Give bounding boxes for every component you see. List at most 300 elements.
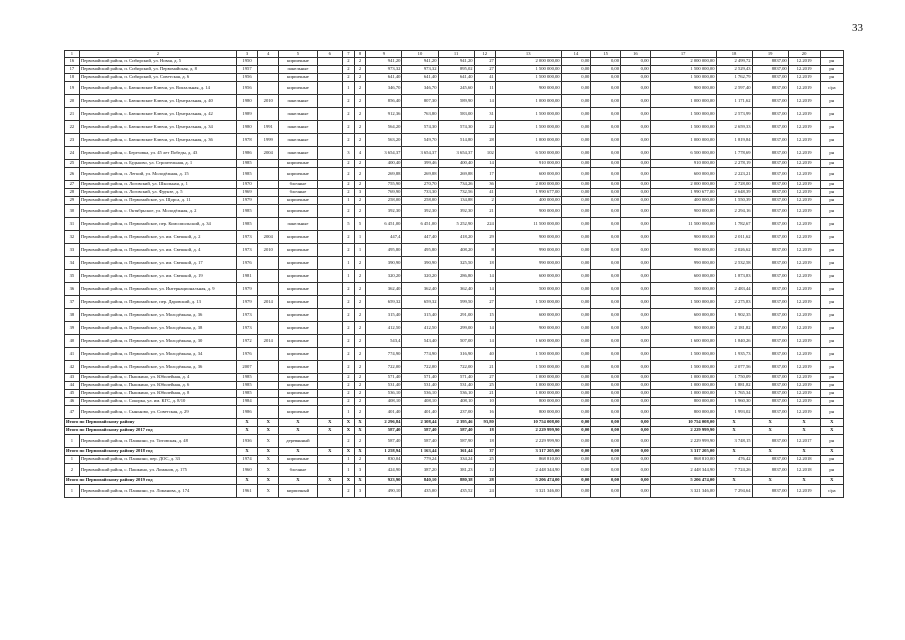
table-cell: 941,20 (402, 58, 438, 66)
table-cell: 2 532,58 (716, 257, 752, 270)
table-cell: 1956 (236, 74, 257, 82)
table-cell: 1976 (236, 348, 257, 361)
total-cell: X (752, 477, 788, 485)
table-cell: 0,00 (591, 58, 621, 66)
total-cell: X (716, 427, 752, 435)
table-cell: кирпичные (279, 58, 317, 66)
table-cell: рн (820, 181, 844, 189)
table-cell: 29 (65, 197, 80, 205)
total-cell: X (788, 448, 820, 456)
table-cell: 2004 (258, 231, 279, 244)
total-cell: 18 (474, 427, 495, 435)
total-cell: X (258, 427, 279, 435)
table-cell: 500 000,00 (650, 283, 716, 296)
table-row (65, 390, 844, 398)
table-cell: 1973 (236, 322, 257, 335)
table-cell: 2 026,62 (716, 244, 752, 257)
table-cell: 941,20 (366, 58, 402, 66)
table-cell: 435,52 (438, 485, 474, 498)
table-cell: 28 (474, 134, 495, 147)
table-cell: 0,00 (561, 390, 591, 398)
table-cell: 910 000,00 (495, 160, 561, 168)
total-cell: 0,00 (591, 448, 621, 456)
header-cell: 10 (402, 51, 438, 58)
total-cell: 880,38 (438, 477, 474, 485)
table-cell: 868 810,00 (495, 456, 561, 464)
table-cell: 0,00 (621, 322, 651, 335)
table-cell: 2 (343, 361, 355, 374)
table-cell: 2 (354, 74, 366, 82)
table-cell: 2 229 999,90 (650, 435, 716, 448)
table-cell: 2 (343, 134, 355, 147)
table-cell: 0,00 (621, 296, 651, 309)
total-cell: 0,00 (621, 427, 651, 435)
total-cell: 0,00 (561, 477, 591, 485)
table-cell: 47 (65, 406, 80, 419)
table-cell: 1 500 000,00 (650, 74, 716, 82)
table-cell: рн (820, 398, 844, 406)
total-cell: X (258, 448, 279, 456)
table-cell: 27 (474, 66, 495, 74)
table-cell: 12.2019 (788, 181, 820, 189)
table-cell: 390,90 (402, 257, 438, 270)
table-cell: 11 500 000,00 (650, 218, 716, 231)
table-cell: 0,00 (621, 257, 651, 270)
header-cell: 12 (474, 51, 495, 58)
table-cell: 2 (343, 189, 355, 197)
table-cell: 8837,00 (752, 189, 788, 197)
table-cell: 0,00 (591, 456, 621, 464)
table-cell: 0,00 (621, 82, 651, 95)
table-cell: 0,00 (561, 270, 591, 283)
table-cell: 1999 (258, 134, 279, 147)
table-cell: 0,00 (621, 74, 651, 82)
table-cell: 8837,00 (752, 121, 788, 134)
table-cell: 0,00 (621, 95, 651, 108)
table-cell: 0,00 (621, 335, 651, 348)
table-cell: 0,00 (591, 168, 621, 181)
table-cell: 408,10 (402, 398, 438, 406)
table-cell: 0,00 (591, 390, 621, 398)
table-cell: 8837,00 (752, 456, 788, 464)
table-cell: рн (820, 168, 844, 181)
table-cell: 0,00 (621, 205, 651, 218)
table-cell: 17 (474, 168, 495, 181)
total-cell: 3 317 205,00 (650, 448, 716, 456)
table-cell (317, 231, 342, 244)
table-cell (258, 82, 279, 95)
table-cell: 362,40 (402, 283, 438, 296)
table-cell: 2 000 000,00 (495, 181, 561, 189)
table-cell: 574,30 (438, 121, 474, 134)
table-cell: 0,00 (621, 121, 651, 134)
table-cell: 1985 (236, 205, 257, 218)
address-cell: Первомайский район, с. Баюновские Ключи, ул. Центральная, д. 34 (79, 121, 236, 134)
table-cell: рн (820, 322, 844, 335)
table-cell: панельные (279, 108, 317, 121)
table-cell: 8837,00 (752, 95, 788, 108)
table-cell: 12.2018 (788, 456, 820, 464)
table-cell: 0,00 (621, 168, 651, 181)
table-cell: 12.2019 (788, 218, 820, 231)
total-cell: X (788, 477, 820, 485)
table-cell: 1 000 000,00 (650, 382, 716, 390)
table-cell: 900 000,00 (650, 205, 716, 218)
table-cell: 20 (65, 95, 80, 108)
table-cell: 1 000 000,00 (650, 95, 716, 108)
header-cell: 7 (343, 51, 355, 58)
table-cell: 564,20 (366, 121, 402, 134)
table-cell: 2 (354, 283, 366, 296)
table-cell: 2007 (236, 361, 257, 374)
table-cell: 2 (354, 197, 366, 205)
address-cell: Первомайский район, с. Сокорка, ул. им. КГС, д. 8/10 (79, 398, 236, 406)
table-cell (317, 205, 342, 218)
table-cell: 549,70 (402, 134, 438, 147)
table-cell: 40 (474, 348, 495, 361)
table-row (65, 398, 844, 406)
address-cell: Первомайский район, с. Пышкино, ул. Юбилейная, д. 6 (79, 382, 236, 390)
total-cell: X (317, 419, 342, 427)
table-cell: 3 (343, 147, 355, 160)
table-cell: 5 (354, 218, 366, 231)
table-cell: кирпичные (279, 82, 317, 95)
table-cell (317, 218, 342, 231)
table-cell: 0,00 (591, 382, 621, 390)
table-cell: 755,90 (366, 181, 402, 189)
table-cell: 1961 (236, 485, 257, 498)
table-cell: 2 077,56 (716, 361, 752, 374)
total-cell: X (258, 477, 279, 485)
table-cell: 2 (354, 181, 366, 189)
table-cell: 8837,00 (752, 66, 788, 74)
table-cell: 45 (65, 390, 80, 398)
table-row (65, 95, 844, 108)
table-cell: 536,10 (402, 390, 438, 398)
total-cell: X (317, 477, 342, 485)
table-cell: 0,00 (561, 205, 591, 218)
table-cell: 1969 (236, 189, 257, 197)
table-cell: 269,88 (402, 168, 438, 181)
table-cell: рн (820, 121, 844, 134)
table-cell: 42 (65, 361, 80, 374)
table-cell: рн (820, 58, 844, 66)
table-cell: 8837,00 (752, 147, 788, 160)
table-cell: 36 (65, 283, 80, 296)
table-cell (317, 296, 342, 309)
table-cell: 0,00 (621, 456, 651, 464)
address-cell: Первомайский район, с. Октябрьское, ул. Молодёжная, д. 2 (79, 205, 236, 218)
table-cell: 224 (474, 218, 495, 231)
header-cell: 20 (788, 51, 820, 58)
table-cell: 0,00 (561, 108, 591, 121)
table-row (65, 66, 844, 74)
table-cell (317, 134, 342, 147)
table-cell: 0,00 (561, 134, 591, 147)
table-cell: 8837,00 (752, 382, 788, 390)
table-cell: 362,40 (438, 283, 474, 296)
table-cell (317, 348, 342, 361)
table-cell: 34 (65, 257, 80, 270)
table-cell: 12.2019 (788, 160, 820, 168)
table-cell: 0,00 (561, 197, 591, 205)
table-cell: блочные (279, 189, 317, 197)
table-cell (258, 406, 279, 419)
total-cell: X (279, 427, 317, 435)
table-cell: 0,00 (591, 197, 621, 205)
table-cell: 2 (343, 485, 355, 498)
total-cell: 28 (474, 477, 495, 485)
table-cell (258, 283, 279, 296)
table-row (65, 283, 844, 296)
table-cell: 2 (343, 374, 355, 382)
table-cell: 1985 (236, 382, 257, 390)
table-cell: кирпичные (279, 257, 317, 270)
total-label: Итого по Первомайскому району 2017 год (65, 427, 237, 435)
table-cell: 531,40 (438, 382, 474, 390)
table-cell: 0,00 (561, 398, 591, 406)
table-cell: 1 (354, 244, 366, 257)
table-cell: 1981 (236, 270, 257, 283)
table-cell: 2 (343, 181, 355, 189)
table-cell: 2 278,19 (716, 160, 752, 168)
table-cell: 2 (354, 257, 366, 270)
table-cell: 1 (65, 485, 80, 498)
table-cell: 399,46 (402, 160, 438, 168)
table-cell: кирпичные (279, 283, 317, 296)
table-cell: 0,00 (621, 197, 651, 205)
table-cell: 8837,00 (752, 348, 788, 361)
total-row (65, 448, 844, 456)
address-cell: Первомайский район, п. Первомайское, ул. Молодёжная, д. 36 (79, 309, 236, 322)
table-cell (317, 361, 342, 374)
total-cell: X (317, 427, 342, 435)
table-cell: 1974 (236, 456, 257, 464)
table-cell: 0,00 (561, 121, 591, 134)
table-cell: 500 000,00 (495, 283, 561, 296)
table-cell: кирпичные (279, 270, 317, 283)
table-cell: 10 (474, 398, 495, 406)
table-cell: 587,40 (366, 435, 402, 448)
total-cell: X (716, 477, 752, 485)
table-cell: панельные (279, 147, 317, 160)
table-cell: 401,40 (402, 406, 438, 419)
table-row (65, 335, 844, 348)
table-row (65, 181, 844, 189)
table-cell: 2 (354, 398, 366, 406)
table-cell: 830,04 (366, 456, 402, 464)
total-cell: 37 (474, 448, 495, 456)
table-cell: 0,00 (561, 348, 591, 361)
table-cell: 3 (354, 464, 366, 477)
total-label: Итого по Первомайскому району 2019 год (65, 477, 237, 485)
table-cell: 8837,00 (752, 435, 788, 448)
table-cell: 1970 (236, 181, 257, 189)
total-cell: 3 317 205,00 (495, 448, 561, 456)
table-cell: 1 935,73 (716, 348, 752, 361)
table-cell: 1986 (236, 147, 257, 160)
header-cell: 11 (438, 51, 474, 58)
table-cell: 2 (354, 121, 366, 134)
table-cell (258, 390, 279, 398)
table-cell: 2 (343, 244, 355, 257)
table-cell: 779,24 (402, 456, 438, 464)
table-cell (258, 398, 279, 406)
table-cell (317, 485, 342, 498)
table-cell: рн (820, 296, 844, 309)
table-cell: 1 (343, 197, 355, 205)
table-cell: 25 (474, 456, 495, 464)
table-cell: 1991 (258, 121, 279, 134)
table-cell: 12.2019 (788, 231, 820, 244)
table-cell: 600 000,00 (495, 168, 561, 181)
address-cell: Первомайский район, п. Логовский, ул. Школьная, д. 1 (79, 181, 236, 189)
table-cell: 12.2019 (788, 361, 820, 374)
table-cell: 2 448 344,90 (495, 464, 561, 477)
table-cell: 12.2019 (788, 309, 820, 322)
table-cell: 800 000,00 (650, 398, 716, 406)
table-cell (317, 58, 342, 66)
table-cell: рн (820, 205, 844, 218)
table-cell: 1979 (236, 197, 257, 205)
total-cell: 587,40 (366, 427, 402, 435)
table-cell: 12.2019 (788, 147, 820, 160)
table-cell: 2 (343, 322, 355, 335)
table-cell: кирпичные (279, 296, 317, 309)
table-cell: 571,40 (366, 374, 402, 382)
table-cell: 5 (343, 218, 355, 231)
table-cell: 14 (474, 322, 495, 335)
table-cell: 0,00 (591, 283, 621, 296)
table-cell: 1 (343, 270, 355, 283)
table-cell: 12.2019 (788, 121, 820, 134)
table-cell: 21 (65, 108, 80, 121)
table-cell: кирпичные (279, 456, 317, 464)
table-cell: 1 (354, 231, 366, 244)
table-cell: 574,30 (402, 121, 438, 134)
table-cell (258, 322, 279, 335)
table-cell: 763,80 (402, 108, 438, 121)
address-cell: Первомайский район, с. Баюновские Ключи, ул. Центральная, д. 42 (79, 108, 236, 121)
table-cell: 0,00 (591, 335, 621, 348)
total-cell: X (752, 448, 788, 456)
table-cell: 641,40 (366, 74, 402, 82)
table-cell: 0,00 (621, 390, 651, 398)
table-cell: 2 223,21 (716, 168, 752, 181)
table-cell: 8837,00 (752, 270, 788, 283)
table-cell: 1 765,34 (716, 390, 752, 398)
table-cell: 392,30 (402, 205, 438, 218)
table-cell: 237,00 (438, 406, 474, 419)
table-cell: 25 (474, 382, 495, 390)
header-cell: 19 (752, 51, 788, 58)
total-cell: X (354, 477, 366, 485)
table-cell: 0,00 (561, 58, 591, 66)
table-cell: 2 (354, 168, 366, 181)
table-cell: 600 000,00 (650, 168, 716, 181)
address-cell: Первомайский район, с. Баюновские Ключи, ул. Центральная, д. 36 (79, 134, 236, 147)
total-cell: X (820, 427, 844, 435)
table-cell (317, 390, 342, 398)
table-cell: 424,90 (366, 464, 402, 477)
table-cell: 1 500 000,00 (495, 108, 561, 121)
table-cell: 3 654,37 (438, 147, 474, 160)
table-cell: 1 993,02 (716, 406, 752, 419)
total-cell: X (236, 419, 257, 427)
total-cell: 0,00 (591, 477, 621, 485)
table-cell: 900 000,00 (650, 322, 716, 335)
table-cell: 2 483,44 (716, 283, 752, 296)
table-cell: 0,00 (621, 231, 651, 244)
total-cell: X (343, 448, 355, 456)
table-cell: 1 000 000,00 (495, 95, 561, 108)
table-cell: 0,00 (561, 181, 591, 189)
address-cell: Первомайский район, п. Первомайское, ул. им. Свешкой, д. 4 (79, 244, 236, 257)
table-cell: 722,00 (402, 361, 438, 374)
table-cell: 599,50 (438, 296, 474, 309)
address-cell: Первомайский район, п. Сибирский, ул. Новая, д. 5 (79, 58, 236, 66)
address-cell: Первомайский район, п. Легкий, ул. Молодёжная, д. 15 (79, 168, 236, 181)
table-cell: 800 000,00 (495, 406, 561, 419)
table-cell: 0,00 (591, 322, 621, 335)
table-cell: 269,88 (438, 168, 474, 181)
table-row (65, 189, 844, 197)
table-cell: 435,00 (402, 485, 438, 498)
table-row (65, 382, 844, 390)
total-row (65, 419, 844, 427)
table-cell: 0,00 (591, 348, 621, 361)
table-cell (317, 322, 342, 335)
table-cell: 514,80 (438, 134, 474, 147)
table-cell (317, 189, 342, 197)
table-cell: 12.2019 (788, 197, 820, 205)
table-cell: 732,56 (438, 189, 474, 197)
table-cell: 23 (65, 134, 80, 147)
total-label: Итого по Первомайскому району (65, 419, 237, 427)
table-cell: 0,00 (591, 374, 621, 382)
header-cell: 17 (650, 51, 716, 58)
table-cell: 8837,00 (752, 168, 788, 181)
table-cell: 41 (474, 74, 495, 82)
table-cell: 1985 (236, 218, 257, 231)
table-cell: 2 000 000,00 (495, 58, 561, 66)
table-cell: 774,90 (402, 348, 438, 361)
table-cell: 2 728,00 (716, 181, 752, 189)
header-cell (820, 51, 844, 58)
table-cell: 2 (354, 66, 366, 74)
table-cell: 21 (474, 205, 495, 218)
table-cell: 1 778,69 (716, 147, 752, 160)
table-cell: 3 654,37 (402, 147, 438, 160)
table-row (65, 121, 844, 134)
table-cell: 2 (343, 160, 355, 168)
table-cell: кирпичные (279, 361, 317, 374)
table-cell: 5 252,90 (438, 218, 474, 231)
address-cell: Первомайский район, п. Первомайское, ул. им. Свешкой, д. 19 (79, 270, 236, 283)
table-cell: 722,00 (438, 361, 474, 374)
table-row (65, 108, 844, 121)
table-cell: 0,00 (591, 205, 621, 218)
address-cell: Первомайский район, с. Сыньково, ул. Советская, д. 29 (79, 406, 236, 419)
table-cell: 8 (474, 244, 495, 257)
table-row (65, 74, 844, 82)
table-cell (258, 168, 279, 181)
table-cell: рн (820, 74, 844, 82)
table-cell: 0,00 (591, 66, 621, 74)
table-cell: 0,00 (621, 108, 651, 121)
table-cell: 24 (65, 147, 80, 160)
table-cell: рн (820, 95, 844, 108)
